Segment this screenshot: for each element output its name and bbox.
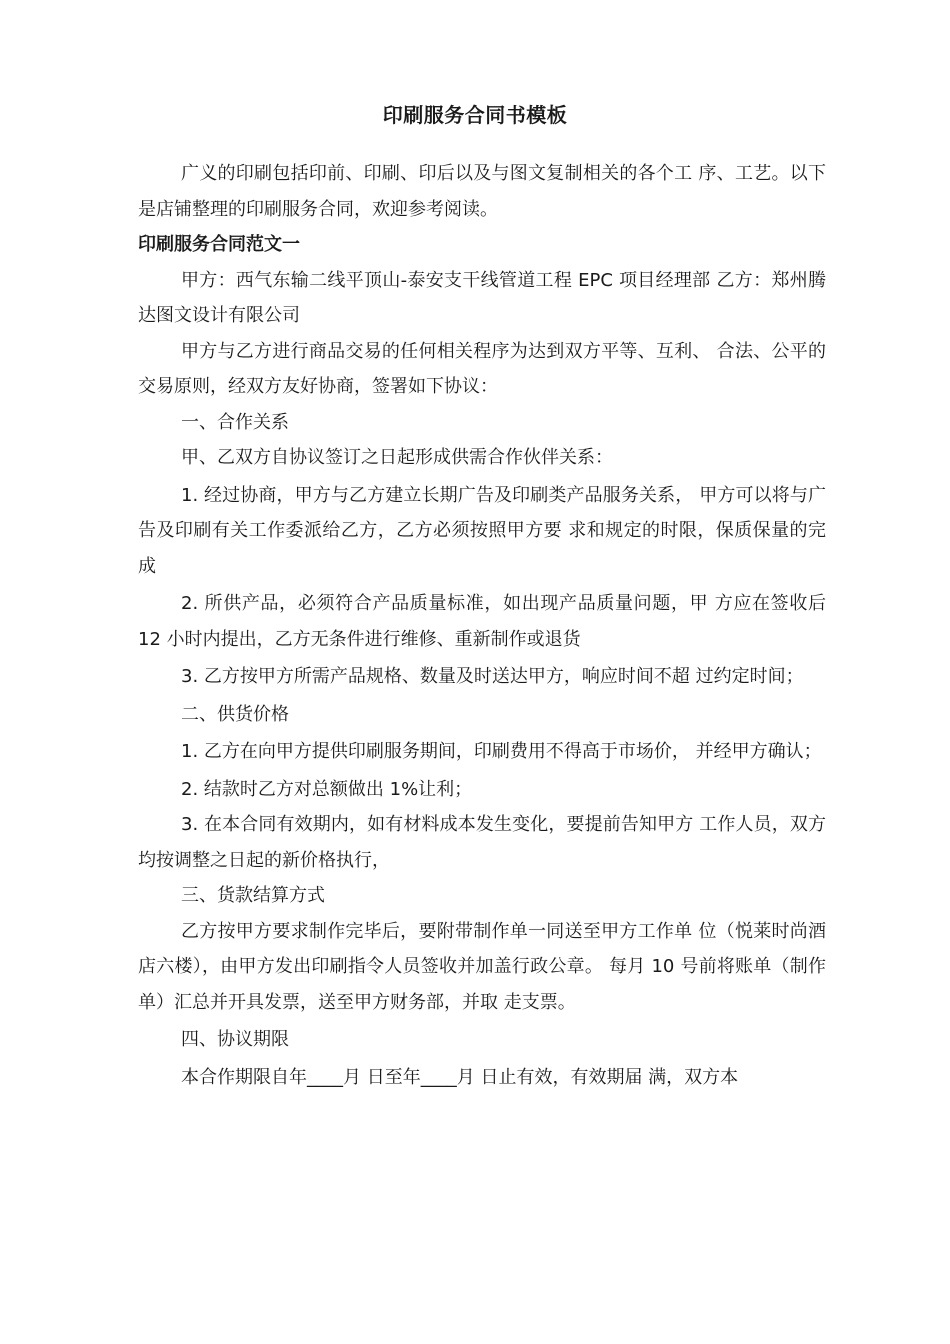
heading-term: 四、协议期限: [181, 1029, 289, 1050]
intro-paragraph: 广义的印刷包括印前、印刷、印后以及与图文复制相关的各个工 序、工艺。以下是店铺整理的印刷服务合同，欢迎参考阅读。: [138, 163, 826, 220]
document-body: [138, 156, 826, 1095]
heading-cooperation: 一、合作关系: [181, 411, 289, 433]
heading-settlement: 三、货款结算方式: [181, 885, 325, 906]
document-title: 印刷服务合同书模板: [382, 103, 568, 127]
pricing-item-1: 1. 乙方在向甲方提供印刷服务期间，印刷费用不得高于市场价， 并经甲方确认；: [181, 741, 822, 762]
section-title: 印刷服务合同范文一: [138, 234, 300, 255]
cooperation-item-3: 3. 乙方按甲方所需产品规格、数量及时送达甲方，响应时间不超 过约定时间；: [181, 666, 804, 687]
heading-pricing: 二、供货价格: [181, 703, 289, 725]
cooperation-item-2: 2. 所供产品，必须符合产品质量标准，如出现产品质量问题，甲 方应在签收后 12 小时内提出，乙方无条件进行维修、重新制作或退货: [138, 593, 826, 650]
parties-paragraph: 甲方：西气东输二线平顶山-泰安支干线管道工程 EPC 项目经理部 乙方：郑州腾达图文设计有限公司: [138, 269, 826, 326]
cooperation-intro: 甲、乙双方自协议签订之日起形成供需合作伙伴关系：: [181, 447, 613, 468]
term-paragraph: 本合作期限自年____月 日至年____月 日止有效，有效期届 满，双方本: [181, 1066, 739, 1088]
pricing-item-3: 3. 在本合同有效期内，如有材料成本发生变化，要提前告知甲方 工作人员，双方均按调整之日起的新价格执行，: [138, 814, 826, 871]
agreement-paragraph: 甲方与乙方进行商品交易的任何相关程序为达到双方平等、互利、 合法、公平的交易原则，经双方友好协商，签署如下协议：: [138, 340, 826, 397]
cooperation-item-1: 1. 经过协商，甲方与乙方建立长期广告及印刷类产品服务关系， 甲方可以将与广告及印刷有关工作委派给乙方，乙方必须按照甲方要 求和规定的时限，保质保量的完成: [138, 484, 826, 577]
pricing-item-2: 2. 结款时乙方对总额做出 1%让利；: [181, 778, 473, 800]
settlement-paragraph: 乙方按甲方要求制作完毕后，要附带制作单一同送至甲方工作单 位（悦莱时尚酒店六楼），由甲方发出印刷指令人员签收并加盖行政公章。 每月 10 号前将账单（制作单）汇总并开具发票，送至甲方财务部，并取 走支票。: [138, 920, 826, 1013]
